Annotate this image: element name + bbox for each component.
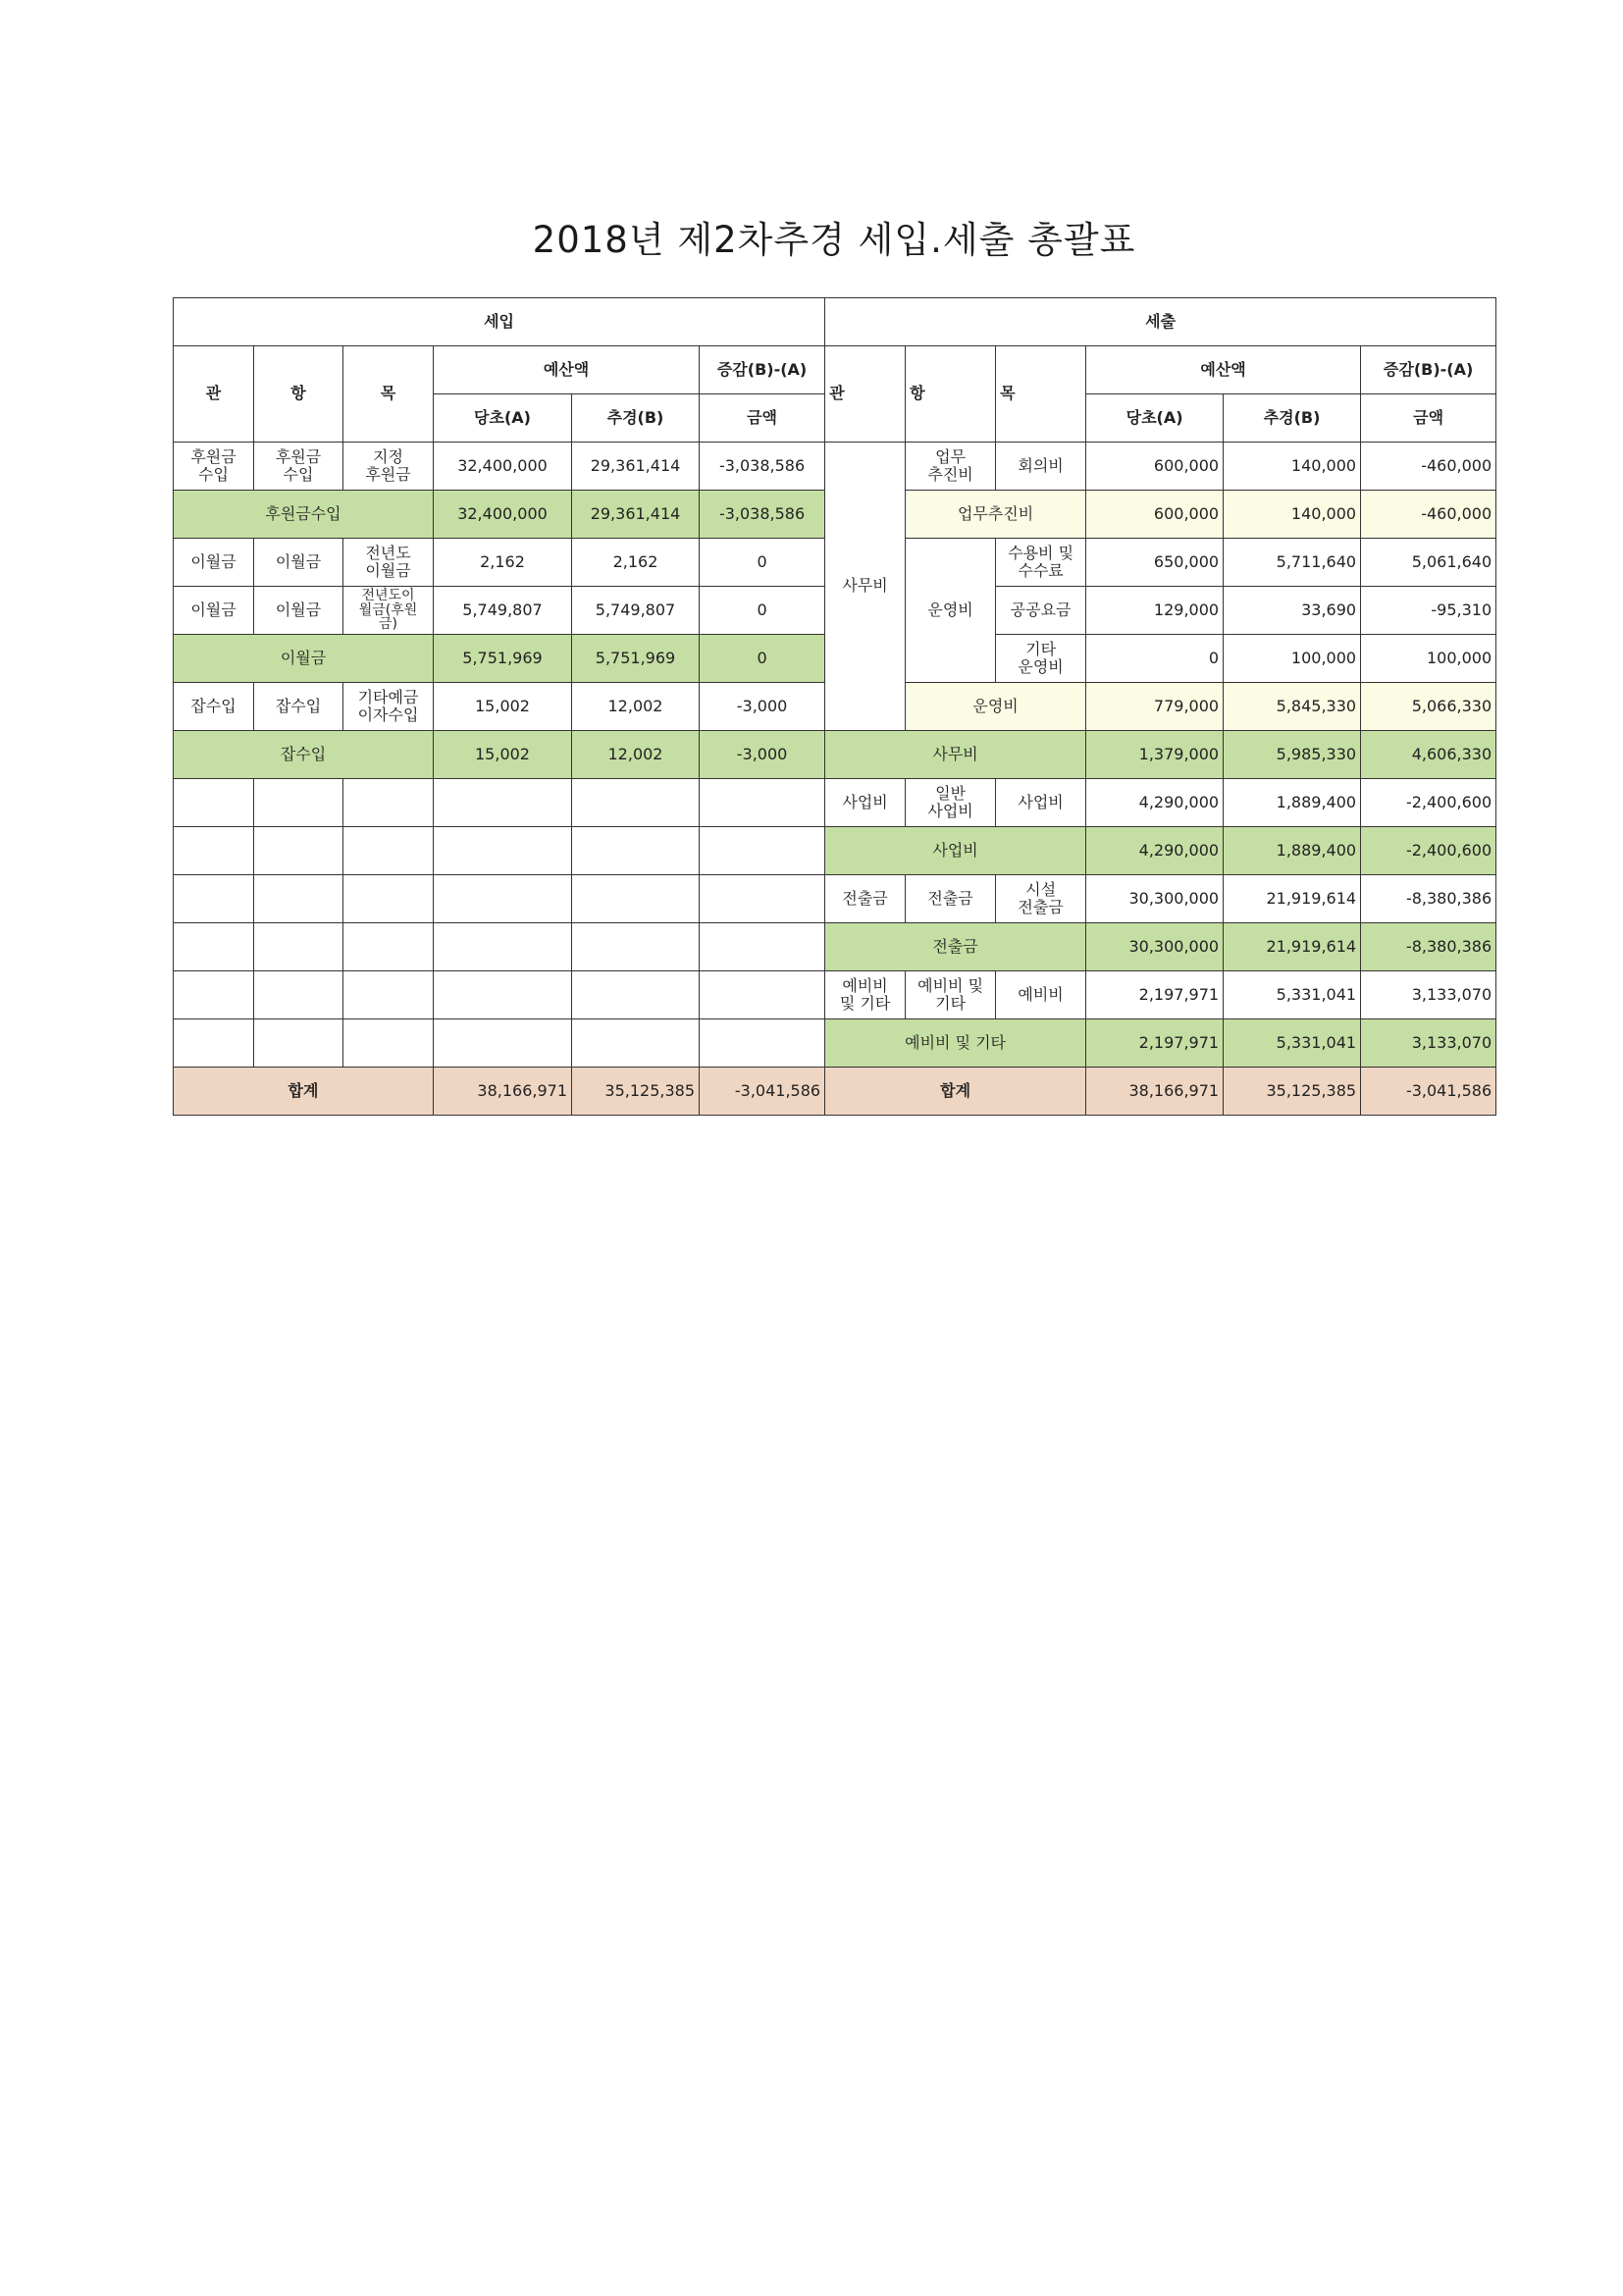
- cell: 600,000: [1086, 491, 1224, 539]
- income-section-header: 세입: [174, 298, 825, 346]
- empty-cell: [343, 827, 434, 875]
- cell: 2,197,971: [1086, 971, 1224, 1019]
- cell: 5,061,640: [1361, 539, 1496, 587]
- cell: 수용비 및 수수료: [996, 539, 1086, 587]
- cell: -3,038,586: [700, 491, 825, 539]
- cell: 5,331,041: [1224, 971, 1361, 1019]
- cell: 전출금: [825, 875, 906, 923]
- cell: 전년도이 월금(후원 금): [343, 587, 434, 635]
- empty-cell: [572, 971, 700, 1019]
- cell: 1,889,400: [1224, 827, 1361, 875]
- cell: 이월금: [254, 587, 343, 635]
- cell: 32,400,000: [434, 443, 572, 491]
- empty-cell: [434, 923, 572, 971]
- cell: 1,379,000: [1086, 731, 1224, 779]
- subtotal-label: 사업비: [825, 827, 1086, 875]
- cell: -8,380,386: [1361, 923, 1496, 971]
- cell: 15,002: [434, 683, 572, 731]
- empty-cell: [254, 779, 343, 827]
- cell: 기타예금 이자수입: [343, 683, 434, 731]
- expense-office-gwan: 사무비: [825, 443, 906, 731]
- cell: -2,400,600: [1361, 779, 1496, 827]
- cell: 2,162: [572, 539, 700, 587]
- cell: -460,000: [1361, 491, 1496, 539]
- cell: 예비비: [996, 971, 1086, 1019]
- cell: 0: [1086, 635, 1224, 683]
- cell: 예비비 및 기타: [906, 971, 996, 1019]
- empty-cell: [572, 923, 700, 971]
- empty-cell: [174, 827, 254, 875]
- cell: 이월금: [174, 587, 254, 635]
- cell: 전출금: [906, 875, 996, 923]
- expense-total-diff: -3,041,586: [1361, 1068, 1496, 1116]
- cell: 후원금 수입: [174, 443, 254, 491]
- cell: 5,751,969: [572, 635, 700, 683]
- table-row: [174, 875, 1496, 923]
- cell: -2,400,600: [1361, 827, 1496, 875]
- income-gwan-header: 관: [174, 346, 254, 443]
- cell: 2,162: [434, 539, 572, 587]
- cell: -8,380,386: [1361, 875, 1496, 923]
- empty-cell: [572, 779, 700, 827]
- cell: 12,002: [572, 731, 700, 779]
- empty-cell: [700, 875, 825, 923]
- empty-cell: [254, 875, 343, 923]
- cell: 650,000: [1086, 539, 1224, 587]
- cell: 21,919,614: [1224, 923, 1361, 971]
- empty-cell: [700, 827, 825, 875]
- cell: 사업비: [825, 779, 906, 827]
- cell: 30,300,000: [1086, 875, 1224, 923]
- cell: 5,749,807: [434, 587, 572, 635]
- cell: -460,000: [1361, 443, 1496, 491]
- empty-cell: [434, 1019, 572, 1068]
- cell: 29,361,414: [572, 443, 700, 491]
- cell: 5,711,640: [1224, 539, 1361, 587]
- budget-summary-table: [173, 297, 1496, 1116]
- empty-cell: [343, 1019, 434, 1068]
- header-row-columns: [174, 346, 1496, 394]
- cell: 779,000: [1086, 683, 1224, 731]
- empty-cell: [700, 1019, 825, 1068]
- expense-diff-header: 증감(B)-(A): [1361, 346, 1496, 394]
- cell: 100,000: [1361, 635, 1496, 683]
- cell: 32,400,000: [434, 491, 572, 539]
- cell: 업무 추진비: [906, 443, 996, 491]
- expense-total-label: 합계: [825, 1068, 1086, 1116]
- cell: -3,000: [700, 683, 825, 731]
- empty-cell: [434, 827, 572, 875]
- income-initial-header: 당초(A): [434, 394, 572, 443]
- cell: 회의비: [996, 443, 1086, 491]
- empty-cell: [254, 971, 343, 1019]
- cell: 5,985,330: [1224, 731, 1361, 779]
- empty-cell: [174, 875, 254, 923]
- subtotal-label: 사무비: [825, 731, 1086, 779]
- empty-cell: [254, 923, 343, 971]
- table-row: [174, 443, 1496, 491]
- subtotal-label: 후원금수입: [174, 491, 434, 539]
- cell: 일반 사업비: [906, 779, 996, 827]
- cell: 29,361,414: [572, 491, 700, 539]
- subtotal-label: 업무추진비: [906, 491, 1086, 539]
- cell: 잡수입: [174, 683, 254, 731]
- empty-cell: [572, 875, 700, 923]
- cell: 15,002: [434, 731, 572, 779]
- table-row: [174, 779, 1496, 827]
- cell: 0: [700, 539, 825, 587]
- income-mok-header: 목: [343, 346, 434, 443]
- empty-cell: [343, 971, 434, 1019]
- cell: 140,000: [1224, 443, 1361, 491]
- cell: 공공요금: [996, 587, 1086, 635]
- cell: -3,000: [700, 731, 825, 779]
- empty-cell: [254, 1019, 343, 1068]
- table-row: [174, 923, 1496, 971]
- cell: 12,002: [572, 683, 700, 731]
- expense-revised-header: 추경(B): [1224, 394, 1361, 443]
- cell: 5,751,969: [434, 635, 572, 683]
- header-row-sections: [174, 298, 1496, 346]
- subtotal-label: 운영비: [906, 683, 1086, 731]
- cell: 예비비 및 기타: [825, 971, 906, 1019]
- empty-cell: [572, 1019, 700, 1068]
- empty-cell: [434, 779, 572, 827]
- empty-cell: [174, 971, 254, 1019]
- cell: 이월금: [174, 539, 254, 587]
- cell: 30,300,000: [1086, 923, 1224, 971]
- empty-cell: [174, 779, 254, 827]
- empty-cell: [254, 827, 343, 875]
- cell: 시설 전출금: [996, 875, 1086, 923]
- income-amount-header: 금액: [700, 394, 825, 443]
- cell: 4,606,330: [1361, 731, 1496, 779]
- income-revised-header: 추경(B): [572, 394, 700, 443]
- cell: 3,133,070: [1361, 971, 1496, 1019]
- cell: 100,000: [1224, 635, 1361, 683]
- empty-cell: [343, 875, 434, 923]
- cell: 1,889,400: [1224, 779, 1361, 827]
- income-budget-header: 예산액: [434, 346, 700, 394]
- cell: 3,133,070: [1361, 1019, 1496, 1068]
- cell: 4,290,000: [1086, 779, 1224, 827]
- cell: -95,310: [1361, 587, 1496, 635]
- cell: 5,749,807: [572, 587, 700, 635]
- cell: 5,845,330: [1224, 683, 1361, 731]
- income-total-diff: -3,041,586: [700, 1068, 825, 1116]
- subtotal-label: 잡수입: [174, 731, 434, 779]
- cell: 잡수입: [254, 683, 343, 731]
- empty-cell: [700, 923, 825, 971]
- cell: 0: [700, 635, 825, 683]
- expense-hang-header: 항: [906, 346, 996, 443]
- expense-gwan-header: 관: [825, 346, 906, 443]
- page-title: 2018년 제2차추경 세입.세출 총괄표: [532, 219, 1136, 261]
- expense-mok-header: 목: [996, 346, 1086, 443]
- income-total-label: 합계: [174, 1068, 434, 1116]
- cell: 기타 운영비: [996, 635, 1086, 683]
- empty-cell: [434, 875, 572, 923]
- empty-cell: [343, 923, 434, 971]
- expense-budget-header: 예산액: [1086, 346, 1361, 394]
- empty-cell: [174, 923, 254, 971]
- cell: 33,690: [1224, 587, 1361, 635]
- expense-total-initial: 38,166,971: [1086, 1068, 1224, 1116]
- expense-amount-header: 금액: [1361, 394, 1496, 443]
- empty-cell: [572, 827, 700, 875]
- cell: 2,197,971: [1086, 1019, 1224, 1068]
- cell: 4,290,000: [1086, 827, 1224, 875]
- cell: 5,331,041: [1224, 1019, 1361, 1068]
- cell: 129,000: [1086, 587, 1224, 635]
- table-row: [174, 1019, 1496, 1068]
- cell: 140,000: [1224, 491, 1361, 539]
- table-row: [174, 731, 1496, 779]
- expense-section-header: 세출: [825, 298, 1496, 346]
- table-row: [174, 827, 1496, 875]
- empty-cell: [700, 779, 825, 827]
- cell: 지정 후원금: [343, 443, 434, 491]
- cell: -3,038,586: [700, 443, 825, 491]
- cell: 전년도 이월금: [343, 539, 434, 587]
- subtotal-label: 예비비 및 기타: [825, 1019, 1086, 1068]
- empty-cell: [343, 779, 434, 827]
- subtotal-label: 전출금: [825, 923, 1086, 971]
- income-total-revised: 35,125,385: [572, 1068, 700, 1116]
- expense-total-revised: 35,125,385: [1224, 1068, 1361, 1116]
- income-diff-header: 증감(B)-(A): [700, 346, 825, 394]
- table-row: [174, 971, 1496, 1019]
- empty-cell: [434, 971, 572, 1019]
- income-total-initial: 38,166,971: [434, 1068, 572, 1116]
- cell: 600,000: [1086, 443, 1224, 491]
- cell: 5,066,330: [1361, 683, 1496, 731]
- empty-cell: [174, 1019, 254, 1068]
- expense-initial-header: 당초(A): [1086, 394, 1224, 443]
- expense-ops-hang: 운영비: [906, 539, 996, 683]
- empty-cell: [700, 971, 825, 1019]
- cell: 사업비: [996, 779, 1086, 827]
- income-hang-header: 항: [254, 346, 343, 443]
- cell: 이월금: [254, 539, 343, 587]
- cell: 21,919,614: [1224, 875, 1361, 923]
- cell: 후원금 수입: [254, 443, 343, 491]
- cell: 0: [700, 587, 825, 635]
- subtotal-label: 이월금: [174, 635, 434, 683]
- total-row: [174, 1068, 1496, 1116]
